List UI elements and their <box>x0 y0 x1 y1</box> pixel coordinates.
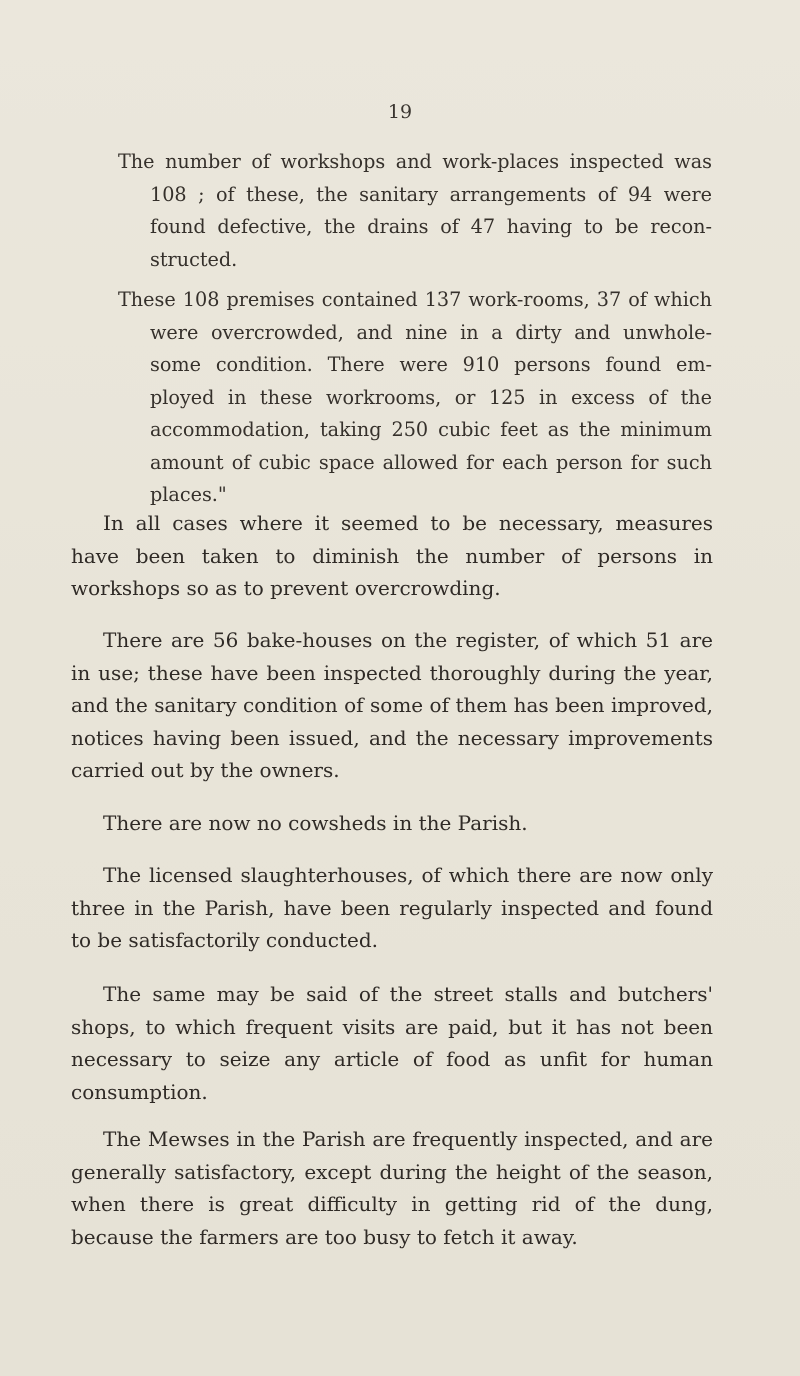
paragraph-slaughterhouses: The licensed slaughterhouses, of which there are now only three in the Parish, have been regularly inspected and found to be satisfactorily conducted. <box>71 863 713 952</box>
paragraph-overcrowding-measures: In all cases where it seemed to be necessary, measures have been taken to diminish the number of persons in workshops so as to prevent overcrowding. <box>71 511 713 600</box>
paragraph-bake-houses: There are 56 bake-houses on the register, of which 51 are in use; these have been inspected thoroughly during the year, and the sanitary condition of some of them has been improved, notices having been issued, and the necessary improvements carried out by the owners. <box>71 628 713 782</box>
paragraph-workshops-inspected: The number of workshops and work-places inspected was 108 ; of these, the sanitary arrangements of 94 were found defective, the drains of 47 having to be recon- structed. <box>118 150 712 271</box>
page-number: 19 <box>387 101 413 123</box>
paragraph-cowsheds: There are now no cowsheds in the Parish. <box>103 811 528 835</box>
paragraph-street-stalls: The same may be said of the street stalls and butchers' shops, to which frequent visits are paid, but it has not been necessary to seize any article of food as unfit for human consumption. <box>71 982 713 1104</box>
paragraph-premises-workrooms: These 108 premises contained 137 work-rooms, 37 of which were overcrowded, and nine in a dirty and unwhole- some condition. There were 910 persons found em- ployed in these workrooms, or 125 in excess of the accommodation, taking 250 cubic feet as the minimum amount of cubic space allowed for each person for such places." <box>118 288 712 506</box>
paragraph-mewses: The Mewses in the Parish are frequently inspected, and are generally satisfactory, except during the height of the season, when there is great difficulty in getting rid of the dung, because the farmers are too busy to fetch it away. <box>71 1127 713 1249</box>
